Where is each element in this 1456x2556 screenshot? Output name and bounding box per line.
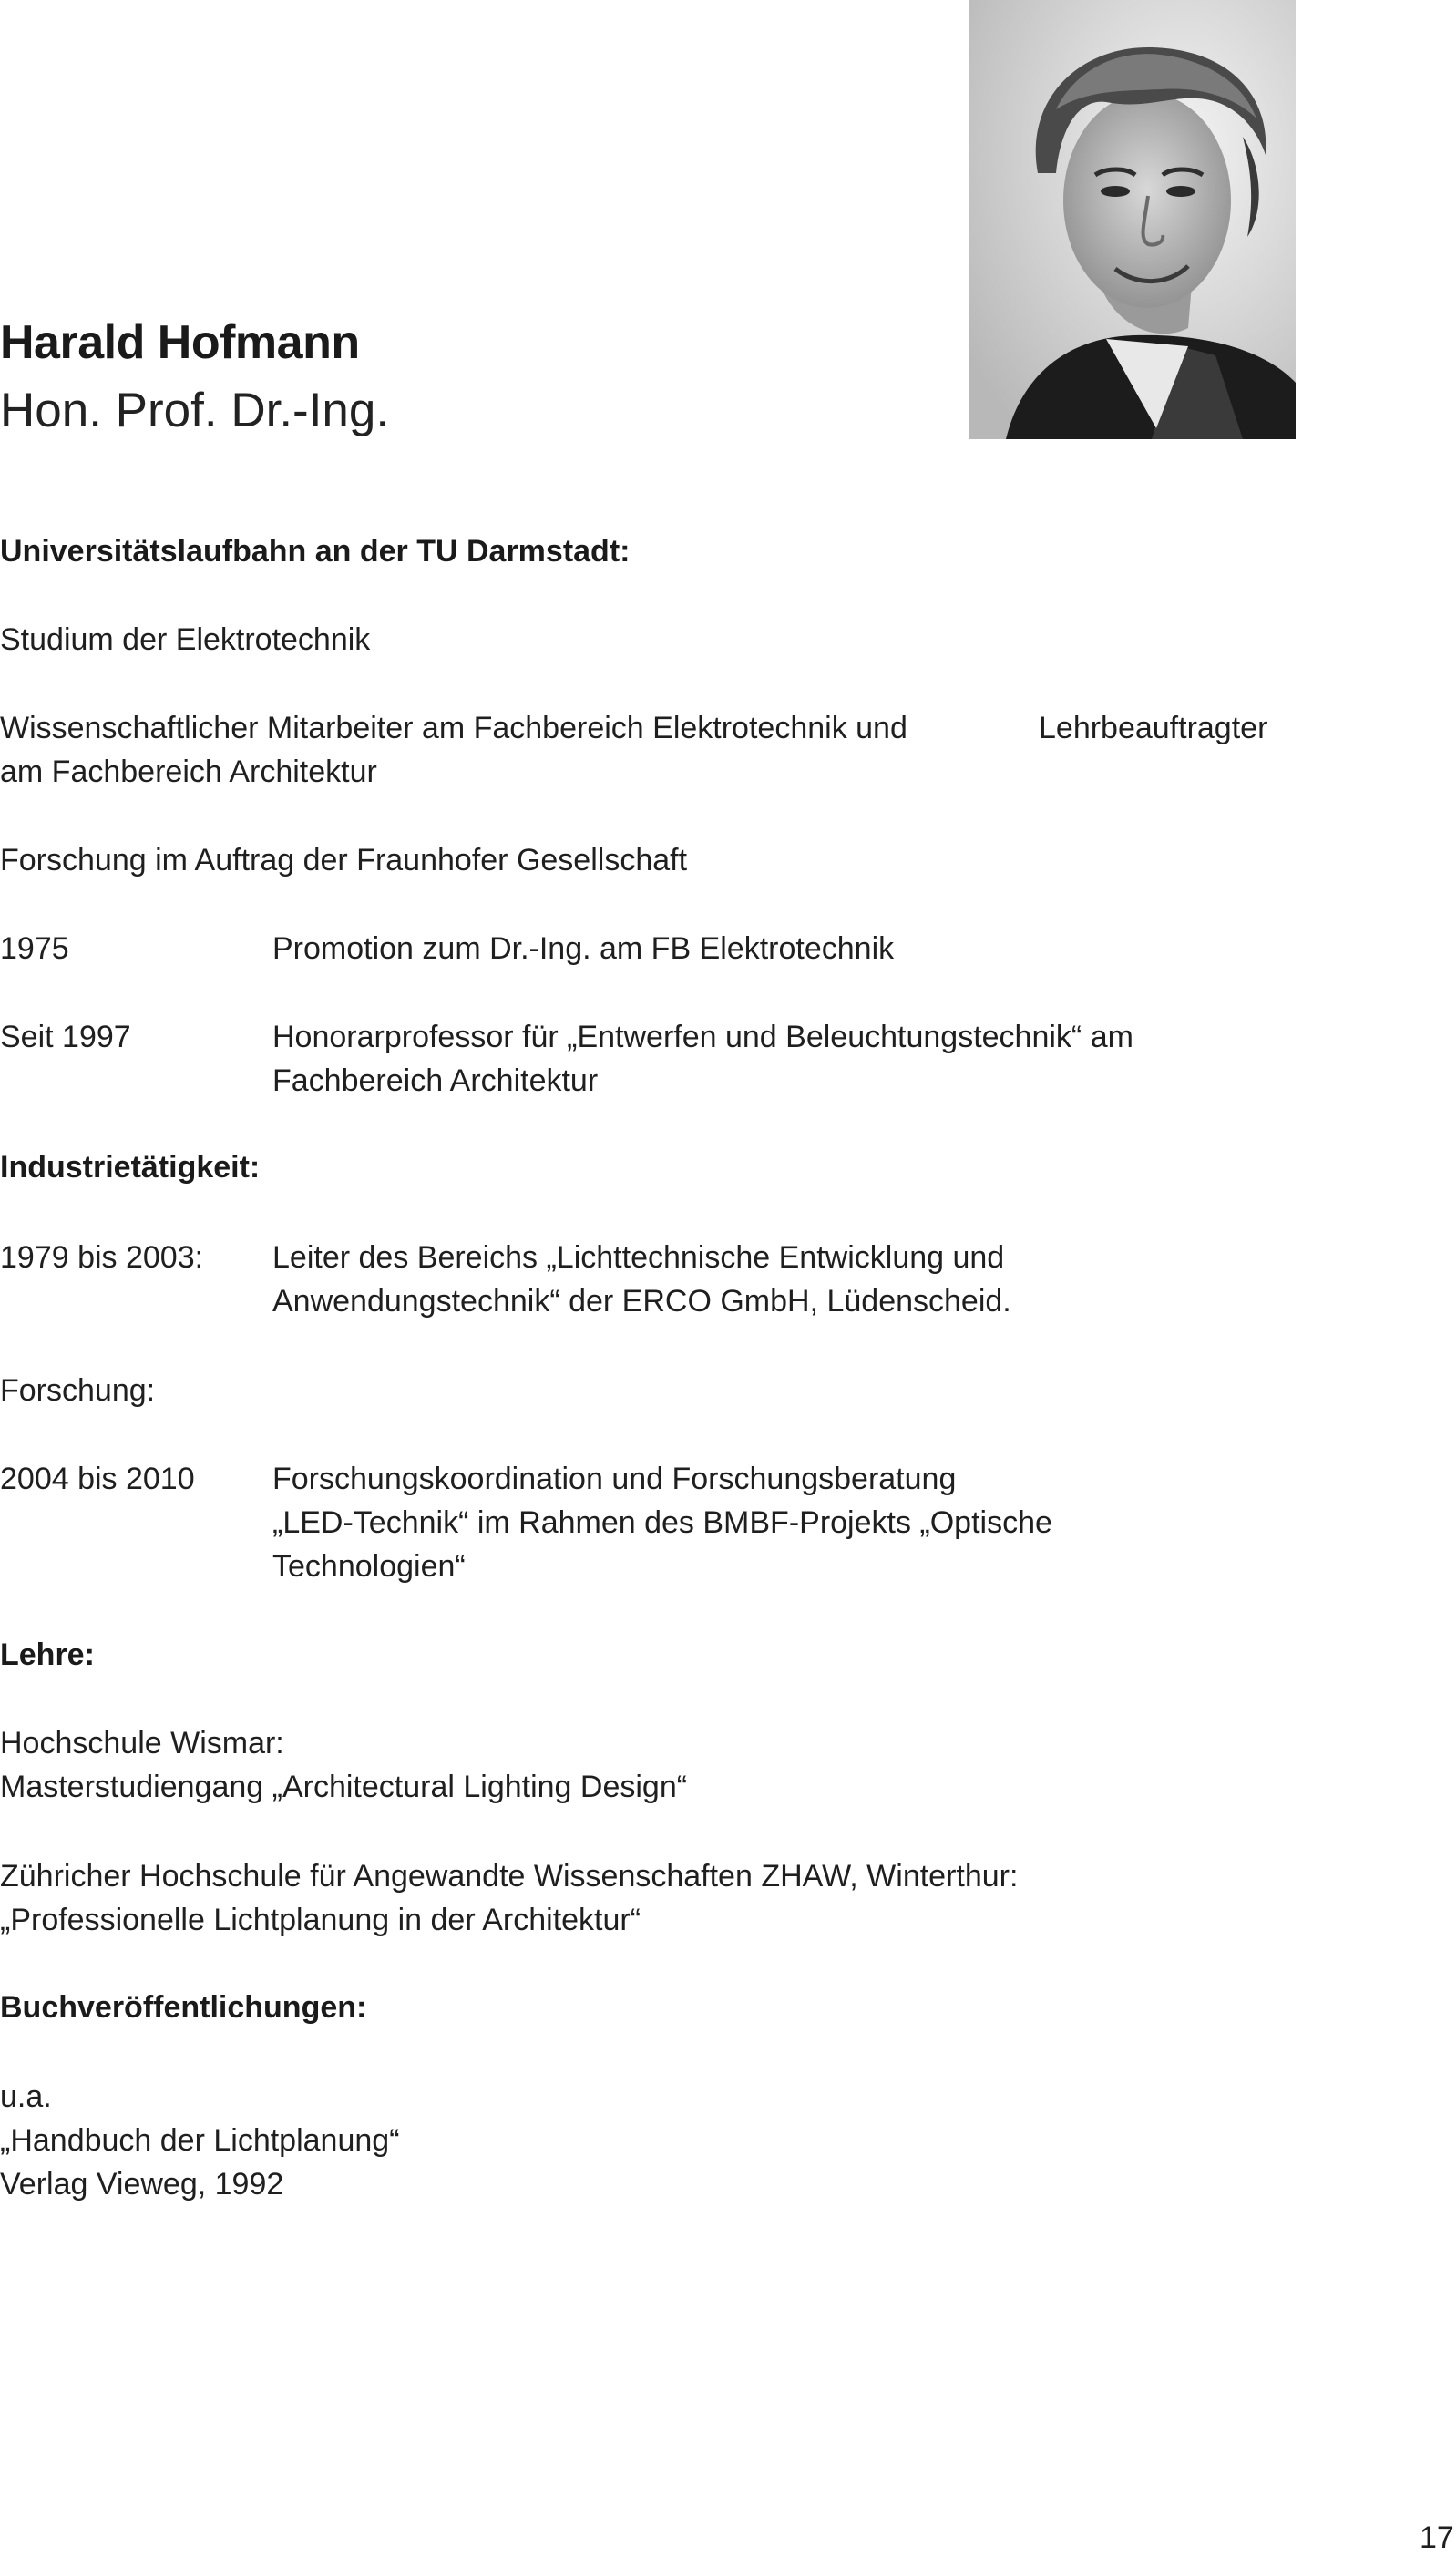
assistant-text-line1: Wissenschaftlicher Mitarbeiter am Fachbereich Elektrotechnik und	[0, 711, 907, 745]
teaching-item-line: Masterstudiengang „Architectural Lighting Design“	[0, 1770, 688, 1804]
entry-text: Forschungskoordination und Forschungsberatung	[272, 1462, 957, 1496]
assistant-text-line2: am Fachbereich Architektur	[0, 754, 377, 789]
heading-university: Universitätslaufbahn an der TU Darmstadt:	[0, 534, 631, 569]
portrait-photo	[969, 0, 1296, 439]
entry-text: Promotion zum Dr.-Ing. am FB Elektrotechnik	[272, 931, 895, 966]
teaching-item-line: Hochschule Wismar:	[0, 1726, 284, 1760]
entry-text: Leiter des Bereichs „Lichttechnische Entwicklung und	[272, 1240, 1005, 1275]
teaching-item-line: Zühricher Hochschule für Angewandte Wissenschaften ZHAW, Winterthur:	[0, 1859, 1019, 1894]
entry-year: 2004 bis 2010	[0, 1462, 195, 1496]
entry-text: Fachbereich Architektur	[272, 1063, 599, 1098]
person-name: Harald Hofmann	[0, 316, 360, 369]
portrait-icon	[969, 0, 1296, 439]
research-text: Forschung im Auftrag der Fraunhofer Gesellschaft	[0, 843, 688, 878]
entry-text: Anwendungstechnik“ der ERCO GmbH, Lüdenscheid.	[272, 1284, 1011, 1319]
study-text: Studium der Elektrotechnik	[0, 622, 371, 657]
heading-research: Forschung:	[0, 1373, 156, 1408]
entry-text: Technologien“	[272, 1549, 466, 1584]
entry-year: 1979 bis 2003:	[0, 1240, 204, 1275]
entry-year: Seit 1997	[0, 1020, 131, 1054]
heading-teaching: Lehre:	[0, 1637, 95, 1672]
entry-text: Honorarprofessor für „Entwerfen und Beleuchtungstechnik“ am	[272, 1020, 1133, 1054]
entry-year: 1975	[0, 931, 69, 966]
book-line: „Handbuch der Lichtplanung“	[0, 2123, 400, 2158]
book-line: u.a.	[0, 2079, 52, 2114]
teaching-item-line: „Professionelle Lichtplanung in der Architektur“	[0, 1903, 641, 1937]
heading-industry: Industrietätigkeit:	[0, 1150, 261, 1185]
entry-text: „LED-Technik“ im Rahmen des BMBF-Projekts „Optische	[272, 1505, 1052, 1540]
person-title: Hon. Prof. Dr.-Ing.	[0, 384, 390, 437]
assistant-text-right: Lehrbeauftragter	[1039, 711, 1268, 745]
heading-books: Buchveröffentlichungen:	[0, 1990, 367, 2025]
page-number: 17	[1420, 2520, 1454, 2555]
book-line: Verlag Vieweg, 1992	[0, 2167, 284, 2202]
